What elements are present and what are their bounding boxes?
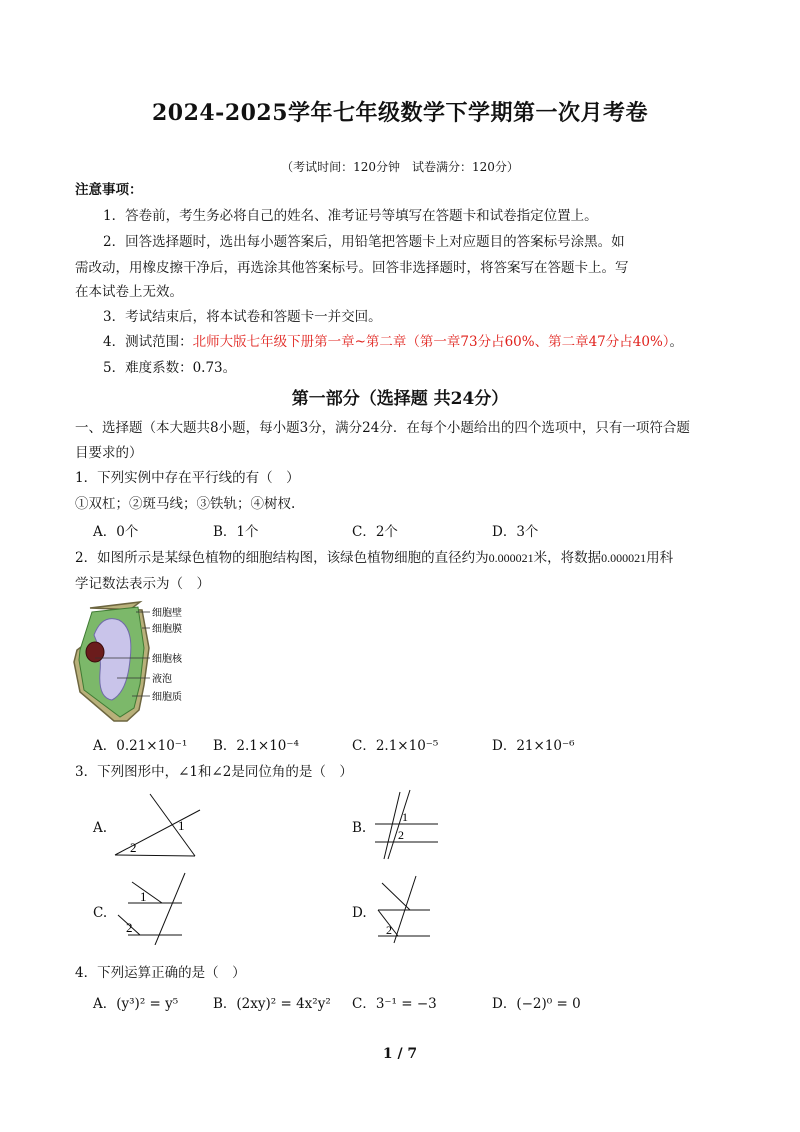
q2-option-c: C．2.1×10⁻⁵: [352, 738, 439, 754]
notes-heading: 注意事项：: [75, 182, 143, 198]
part1-intro-line-1: 一、选择题（本大题共8小题，每小题3分，满分24分．在每个小题给出的四个选项中，只有一项符合题: [75, 420, 690, 436]
section-title: 第一部分（选择题 共24分）: [291, 389, 509, 409]
q4-option-d: D．(−2)⁰ = 0: [492, 996, 581, 1012]
q3-option-d: D.: [352, 905, 367, 921]
q2-stem-b: 米，将数据: [533, 550, 602, 566]
q2-number-1: 0.000021: [488, 551, 534, 565]
exam-info: （考试时间：120分钟 试卷满分：120分）: [281, 160, 519, 174]
q3-option-c: C.: [93, 905, 108, 921]
q2-number-2: 0.000021: [601, 551, 647, 565]
note-3: 3．考试结束后，将本试卷和答题卡一并交回。: [103, 309, 382, 325]
q4-stem: 4．下列运算正确的是（ ）: [75, 965, 246, 981]
label-cytoplasm: 细胞质: [152, 692, 182, 703]
note-2-line-1: 2．回答选择题时，选出每小题答案后，用铅笔把答题卡上对应题目的答案标号涂黑。如: [103, 234, 625, 250]
label-nucleus: 细胞核: [152, 654, 182, 665]
q3-figure-c: [110, 870, 195, 945]
page-number: 1 / 7: [382, 1046, 418, 1062]
q3-stem: 3．下列图形中，∠1和∠2是同位角的是（ ）: [75, 764, 353, 780]
q3-figure-b: [370, 787, 445, 862]
note-4-suffix: 。: [669, 334, 684, 350]
note-4: [103, 332, 683, 352]
angle-1-label: 1: [140, 889, 147, 904]
q3-option-b: B.: [352, 820, 367, 836]
part1-intro-line-2: 目要求的）: [75, 445, 143, 461]
q2-stem-a: 2．如图所示是某绿色植物的细胞结构图，该绿色植物细胞的直径约为: [75, 550, 489, 566]
angle-1-label: 1: [402, 810, 408, 824]
q2-option-b: B．2.1×10⁻⁴: [213, 738, 299, 754]
q2-stem-line-2: 学记数法表示为（ ）: [75, 576, 210, 592]
q3-figure-d: [370, 868, 440, 946]
page-title: 2024-2025学年七年级数学下学期第一次月考卷: [151, 100, 649, 126]
angle-2-label: 2: [126, 920, 133, 935]
note-4-prefix: 4．测试范围：: [103, 334, 193, 350]
q1-stem: 1．下列实例中存在平行线的有（ ）: [75, 470, 300, 486]
q2-stem-c: 用科: [646, 550, 674, 566]
q1-items: ①双杠；②斑马线；③铁轨；④树杈.: [75, 496, 296, 512]
q4-option-c: C．3⁻¹ = −3: [352, 996, 437, 1012]
q4-option-a: A．(y³)² = y⁵: [93, 996, 179, 1012]
label-cell-wall: 细胞壁: [152, 608, 182, 619]
angle-2-label: 2: [386, 923, 392, 937]
q1-option-d: D．3个: [492, 524, 539, 540]
note-2-line-3: 在本试卷上无效。: [75, 284, 183, 300]
q3-option-a: A.: [93, 820, 108, 836]
q4-option-b: B．(2xy)² = 4x²y²: [213, 996, 331, 1012]
q1-option-c: C．2个: [352, 524, 398, 540]
angle-1-label: 1: [178, 818, 185, 833]
note-2-line-2: 需改动，用橡皮擦干净后，再选涂其他答案标号。回答非选择题时，将答案写在答题卡上。写: [75, 260, 629, 276]
note-1: 1．答卷前，考生务必将自己的姓名、准考证号等填写在答题卡和试卷指定位置上。: [103, 208, 598, 224]
q2-option-a: A．0.21×10⁻¹: [93, 738, 188, 754]
q1-option-b: B．1个: [213, 524, 259, 540]
angle-2-label: 2: [398, 828, 404, 842]
q1-option-a: A．0个: [93, 524, 139, 540]
cell-nucleus: [86, 642, 104, 662]
angle-2-label: 2: [130, 840, 137, 855]
note-4-scope: 北师大版七年级下册第一章~第二章（第一章73分占60%、第二章47分占40%）: [192, 334, 670, 350]
note-5: 5．难度系数：0.73。: [103, 360, 237, 376]
q3-figure-a: [110, 790, 205, 860]
label-vacuole: 液泡: [152, 674, 172, 685]
label-cell-membrane: 细胞膜: [152, 624, 182, 635]
q2-stem-line-1: [75, 548, 673, 568]
q2-option-d: D．21×10⁻⁶: [492, 738, 575, 754]
cell-diagram: [72, 600, 247, 725]
